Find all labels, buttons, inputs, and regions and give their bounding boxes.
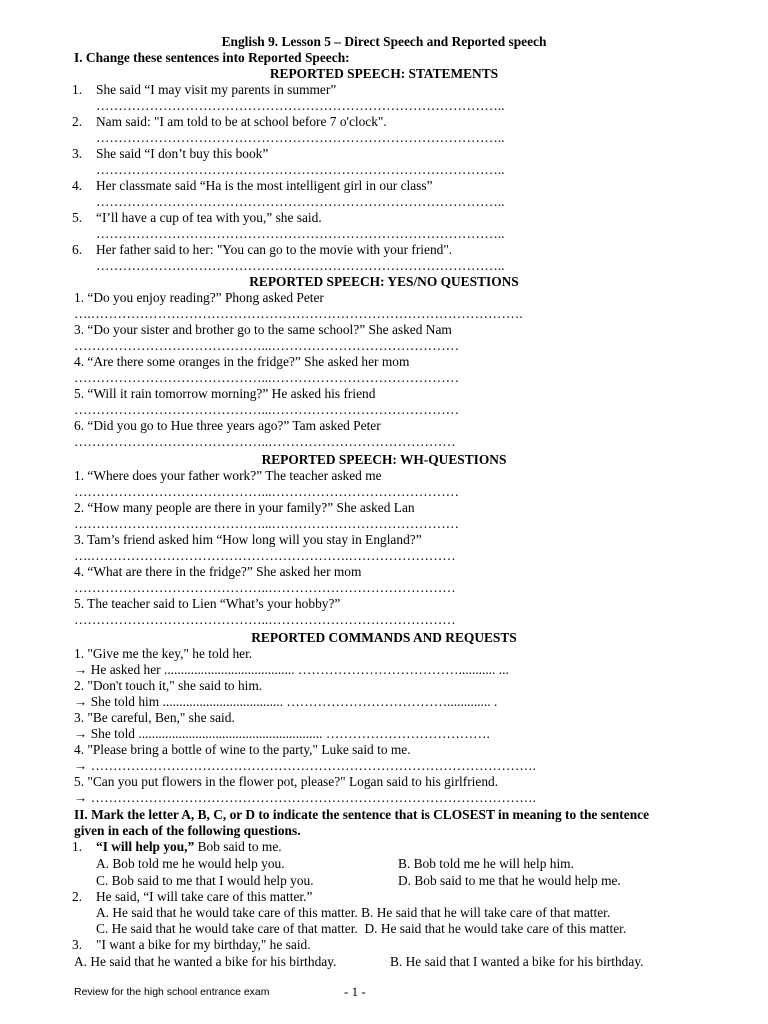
statement-item: 2. Nam said: "I am told to be at school before 7 o'clock". — [72, 114, 387, 129]
wh-item: 3. Tam’s friend asked him “How long will you stay in England?” — [74, 532, 422, 547]
answer-line[interactable]: → ………………………………………………………………………………………. — [74, 758, 536, 773]
wh-item: 1. “Where does your father work?” The teacher asked me — [74, 468, 382, 483]
answer-line[interactable]: ……………………………………...…………………………………… — [74, 370, 459, 385]
yesno-item: 1. “Do you enjoy reading?” Phong asked Peter — [74, 290, 324, 305]
statement-item: 5. “I’ll have a cup of tea with you,” she said. — [72, 210, 322, 225]
answer-line[interactable]: ….……………………………………………………………………………………. — [74, 306, 523, 321]
commands-heading: REPORTED COMMANDS AND REQUESTS — [251, 630, 517, 645]
option-b[interactable]: B. Bob told me he will help him. — [398, 856, 574, 871]
page-number: - 1 - — [344, 984, 366, 999]
question-1: 1. “I will help you,” Bob said to me. — [72, 839, 282, 854]
answer-line[interactable]: → ………………………………………………………………………………………. — [74, 790, 536, 805]
footer-text: Review for the high school entrance exam — [74, 986, 270, 998]
yesno-item: 3. “Do your sister and brother go to the same school?” She asked Nam — [74, 322, 452, 337]
answer-line[interactable]: → He asked her ....................................... ………………………………........... ... — [74, 662, 509, 677]
answer-line[interactable]: ……………………………………...…………………………………… — [74, 402, 459, 417]
statements-heading: REPORTED SPEECH: STATEMENTS — [269, 66, 499, 81]
part2-heading-cont: given in each of the following questions. — [74, 823, 301, 838]
wh-item: 2. “How many people are there in your family?” She asked Lan — [74, 500, 415, 515]
wh-item: 4. “What are there in the fridge?” She asked her mom — [74, 564, 362, 579]
yesno-item: 6. “Did you go to Hue three years ago?” Tam asked Peter — [74, 418, 381, 433]
command-item: 1. "Give me the key," he told her. — [74, 646, 253, 661]
option-c[interactable]: C. Bob said to me that I would help you. — [96, 873, 314, 888]
part2-heading: II. Mark the letter A, B, C, or D to indicate the sentence that is CLOSEST in meaning to the sentence — [74, 807, 650, 822]
statement-item: 6. Her father said to her: "You can go to the movie with your friend". — [72, 242, 453, 257]
page-title: English 9. Lesson 5 – Direct Speech and Reported speech — [221, 34, 547, 49]
wh-item: 5. The teacher said to Lien “What’s your hobby?” — [74, 596, 341, 611]
answer-line[interactable]: ……………………………………………………………………………….. — [96, 98, 505, 113]
answer-line[interactable]: ……………………………………………………………………………….. — [96, 258, 505, 273]
answer-line[interactable]: ……………………………………………………………………………….. — [96, 162, 505, 177]
statement-item: 3. She said “I don’t buy this book” — [72, 146, 269, 161]
command-item: 3. "Be careful, Ben," she said. — [74, 710, 235, 725]
answer-line[interactable]: ……………………………………...…………………………………… — [74, 484, 459, 499]
yesno-item: 5. “Will it rain tomorrow morning?” He asked his friend — [74, 386, 376, 401]
answer-line[interactable]: ……………………………………..…………………………………… — [74, 580, 456, 595]
option-a[interactable]: A. He said that he wanted a bike for his birthday. — [74, 954, 337, 969]
answer-line[interactable]: → She told ....................................................... ………………………………. — [74, 726, 490, 741]
answer-line[interactable]: → She told him .................................... ………………………………............. . — [74, 694, 498, 709]
answer-line[interactable]: ……………………………………...…………………………………… — [74, 516, 459, 531]
option-d[interactable]: D. Bob said to me that he would help me. — [398, 873, 621, 888]
command-item: 5. "Can you put flowers in the flower pot, please?" Logan said to his girlfriend. — [74, 774, 499, 789]
options-c-d[interactable]: C. He said that he would take care of that matter. D. He said that he would take care of this matter. — [96, 921, 627, 936]
answer-line[interactable]: ……………………………………………………………………………….. — [96, 226, 505, 241]
answer-line[interactable]: ……………………………………………………………………………….. — [96, 194, 505, 209]
command-item: 4. "Please bring a bottle of wine to the party," Luke said to me. — [74, 742, 411, 757]
question-2: 2. He said, “I will take care of this matter.” — [72, 889, 313, 904]
statement-item: 4. Her classmate said “Ha is the most intelligent girl in our class” — [72, 178, 433, 193]
option-b[interactable]: B. He said that I wanted a bike for his birthday. — [390, 954, 644, 969]
question-3: 3. "I want a bike for my birthday," he said. — [72, 937, 311, 952]
answer-line[interactable]: ……………………………………...…………………………………… — [74, 338, 459, 353]
answer-line[interactable]: ……………………………………..…………………………………… — [74, 612, 456, 627]
part1-heading: I. Change these sentences into Reported Speech: — [74, 50, 350, 65]
option-a[interactable]: A. Bob told me he would help you. — [96, 856, 285, 871]
options-a-b[interactable]: A. He said that he would take care of this matter. B. He said that he will take care of that matter. — [96, 905, 611, 920]
wh-heading: REPORTED SPEECH: WH-QUESTIONS — [261, 452, 507, 467]
answer-line[interactable]: ……………………………………..…………………………………… — [74, 434, 456, 449]
command-item: 2. "Don't touch it," she said to him. — [74, 678, 263, 693]
statement-item: 1. She said “I may visit my parents in summer” — [72, 82, 337, 97]
yesno-heading: REPORTED SPEECH: YES/NO QUESTIONS — [249, 274, 519, 289]
yesno-item: 4. “Are there some oranges in the fridge?” She asked her mom — [74, 354, 410, 369]
answer-line[interactable]: ……………………………………………………………………………….. — [96, 130, 505, 145]
answer-line[interactable]: ….………………………………………………….…………………… — [74, 548, 456, 563]
